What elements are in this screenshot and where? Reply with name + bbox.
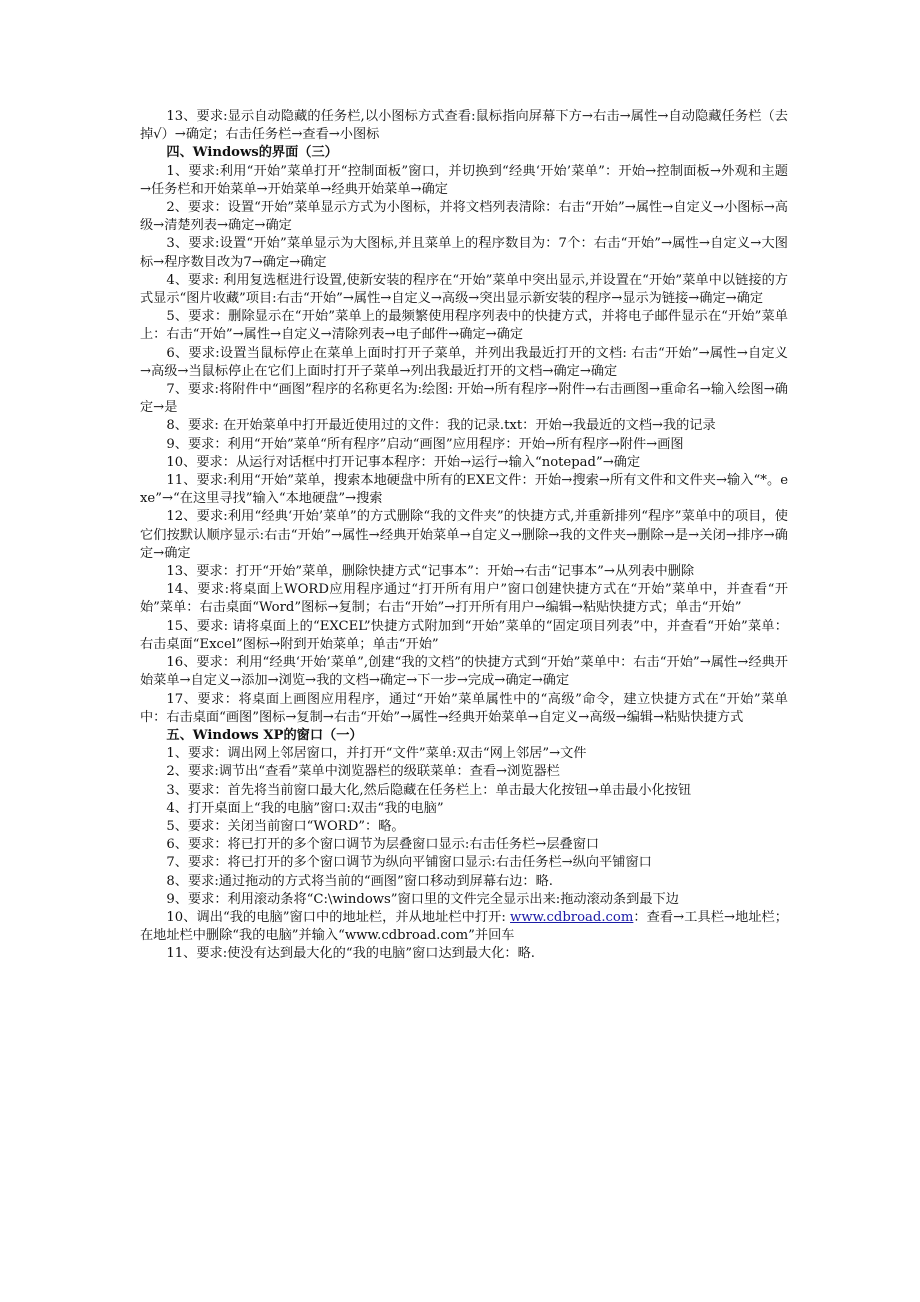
paragraph-with-link [140, 909, 788, 945]
paragraph: 1、要求:利用“开始”菜单打开“控制面板”窗口，并切换到“经典‘开始’菜单”：开始→控制面板→外观和主题→任务栏和开始菜单→开始菜单→经典开始菜单→确定 [140, 163, 788, 197]
paragraph: 7、要求:将附件中“画图”程序的名称更名为:绘图: 开始→所有程序→附件→右击画图→重命名→输入绘图→确定→是 [140, 382, 788, 416]
link-paragraph-after: ：查看→工具栏→地址栏；在地址栏中删除“我的电脑”并输入“www.cdbroad.com”并回车 [140, 909, 788, 944]
paragraph: 11、要求:使没有达到最大化的“我的电脑”窗口达到最大化：略. [166, 946, 535, 962]
paragraph: 2、要求：设置“开始”菜单显示方式为小图标，并将文档列表清除：右击“开始”→属性→自定义→小图标→高级→清楚列表→确定→确定 [140, 200, 788, 234]
paragraph: 15、要求: 请将桌面上的“EXCEL”快捷方式附加到“开始”菜单的“固定项目列表”中，并查看“开始”菜单：右击桌面“Excel”图标→附到开始菜单；单击“开始” [140, 618, 788, 652]
paragraph: 8、要求: 在开始菜单中打开最近使用过的文件：我的记录.txt：开始→我最近的文档→我的记录 [166, 418, 716, 434]
paragraph-list [140, 108, 788, 909]
paragraph: 6、要求:设置当鼠标停止在菜单上面时打开子菜单，并列出我最近打开的文档: 右击“开始”→属性→自定义→高级→当鼠标停止在它们上面时打开子菜单→列出我最近打开的文档→确定→确定 [140, 345, 788, 379]
paragraph: 11、要求:利用“开始”菜单，搜索本地硬盘中所有的EXE文件：开始→搜索→所有文件和文件夹→输入“*。exe”→“在这里寻找”输入“本地硬盘”→搜索 [140, 473, 788, 507]
paragraph: 8、要求:通过拖动的方式将当前的“画图”窗口移动到屏幕右边：略. [166, 873, 553, 889]
paragraph: 2、要求:调节出“查看”菜单中浏览器栏的级联菜单：查看→浏览器栏 [166, 764, 560, 780]
link-paragraph-before: 10、调出“我的电脑”窗口中的地址栏，并从地址栏中打开: [166, 909, 511, 925]
paragraph: 6、要求：将已打开的多个窗口调节为层叠窗口显示:右击任务栏→层叠窗口 [166, 837, 600, 853]
paragraph: 13、要求:显示自动隐藏的任务栏,以小图标方式查看:鼠标指向屏幕下方→右击→属性→自动隐藏任务栏（去掉√）→确定；右击任务栏→查看→小图标 [140, 109, 788, 143]
paragraph: 10、要求：从运行对话框中打开记事本程序：开始→运行→输入“notepad”→确定 [166, 454, 641, 470]
paragraph: 3、要求：首先将当前窗口最大化,然后隐藏在任务栏上：单击最大化按钮→单击最小化按钮 [166, 782, 692, 798]
paragraph: 1、要求：调出网上邻居窗口，并打开“文件”菜单:双击“网上邻居”→文件 [166, 746, 587, 762]
hyperlink[interactable]: www.cdbroad.com [510, 909, 634, 925]
section-heading: 五、Windows XP的窗口（一） [166, 727, 363, 743]
paragraph: 5、要求：关闭当前窗口“WORD”：略。 [166, 818, 405, 834]
document-body [140, 108, 788, 964]
paragraph: 5、要求：删除显示在“开始”菜单上的最频繁使用程序列表中的快捷方式，并将电子邮件显示在“开始”菜单上：右击“开始”→属性→自定义→清除列表→电子邮件→确定→确定 [140, 309, 788, 343]
paragraph: 4、要求: 利用复选框进行设置,使新安装的程序在“开始”菜单中突出显示,并设置在“开始”菜单中以链接的方式显示“图片收藏”项目:右击“开始”→属性→自定义→高级→突出显示新安装的程序→显示为链接→确定→确定 [140, 272, 788, 307]
paragraph: 3、要求:设置“开始”菜单显示为大图标,并且菜单上的程序数目为：7个：右击“开始”→属性→自定义→大图标→程序数目改为7→确定→确定 [140, 236, 788, 270]
paragraph: 4、打开桌面上“我的电脑”窗口:双击“我的电脑” [166, 800, 444, 816]
paragraph: 9、要求：利用滚动条将“C:\windows”窗口里的文件完全显示出来:拖动滚动条到最下边 [166, 891, 679, 907]
paragraph: 17、要求：将桌面上画图应用程序，通过“开始”菜单属性中的“高级”命令，建立快捷方式在“开始”菜单中：右击桌面“画图”图标→复制→右击“开始”→属性→经典开始菜单→自定义→高级→编辑→粘贴快捷方式 [140, 691, 788, 725]
paragraph: 9、要求：利用“开始”菜单“所有程序”启动“画图”应用程序：开始→所有程序→附件→画图 [166, 436, 684, 452]
paragraph: 13、要求：打开“开始”菜单，删除快捷方式“记事本”：开始→右击“记事本”→从列表中删除 [166, 564, 695, 580]
paragraph: 12、要求:利用“经典‘开始’菜单”的方式删除“我的文件夹”的快捷方式,并重新排列“程序”菜单中的项目，使它们按默认顺序显示:右击“开始”→属性→经典开始菜单→自定义→删除→我的文件夹→删除→是→关闭→排序→确定→确定 [140, 509, 788, 561]
paragraph: 7、要求：将已打开的多个窗口调节为纵向平铺窗口显示:右击任务栏→纵向平铺窗口 [166, 855, 652, 871]
section-heading: 四、Windows的界面（三） [166, 145, 338, 161]
paragraph: 16、要求：利用“经典‘开始’菜单”,创建“我的文档”的快捷方式到“开始”菜单中：右击“开始”→属性→经典开始菜单→自定义→添加→浏览→我的文档→确定→下一步→完成→确定→确定 [140, 655, 788, 689]
paragraph: 14、要求:将桌面上WORD应用程序通过“打开所有用户”窗口创建快捷方式在“开始”菜单中，并查看“开始”菜单：右击桌面“Word”图标→复制；右击“开始”→打开所有用户→编辑→粘贴快捷方式；单击“开始” [140, 582, 788, 616]
